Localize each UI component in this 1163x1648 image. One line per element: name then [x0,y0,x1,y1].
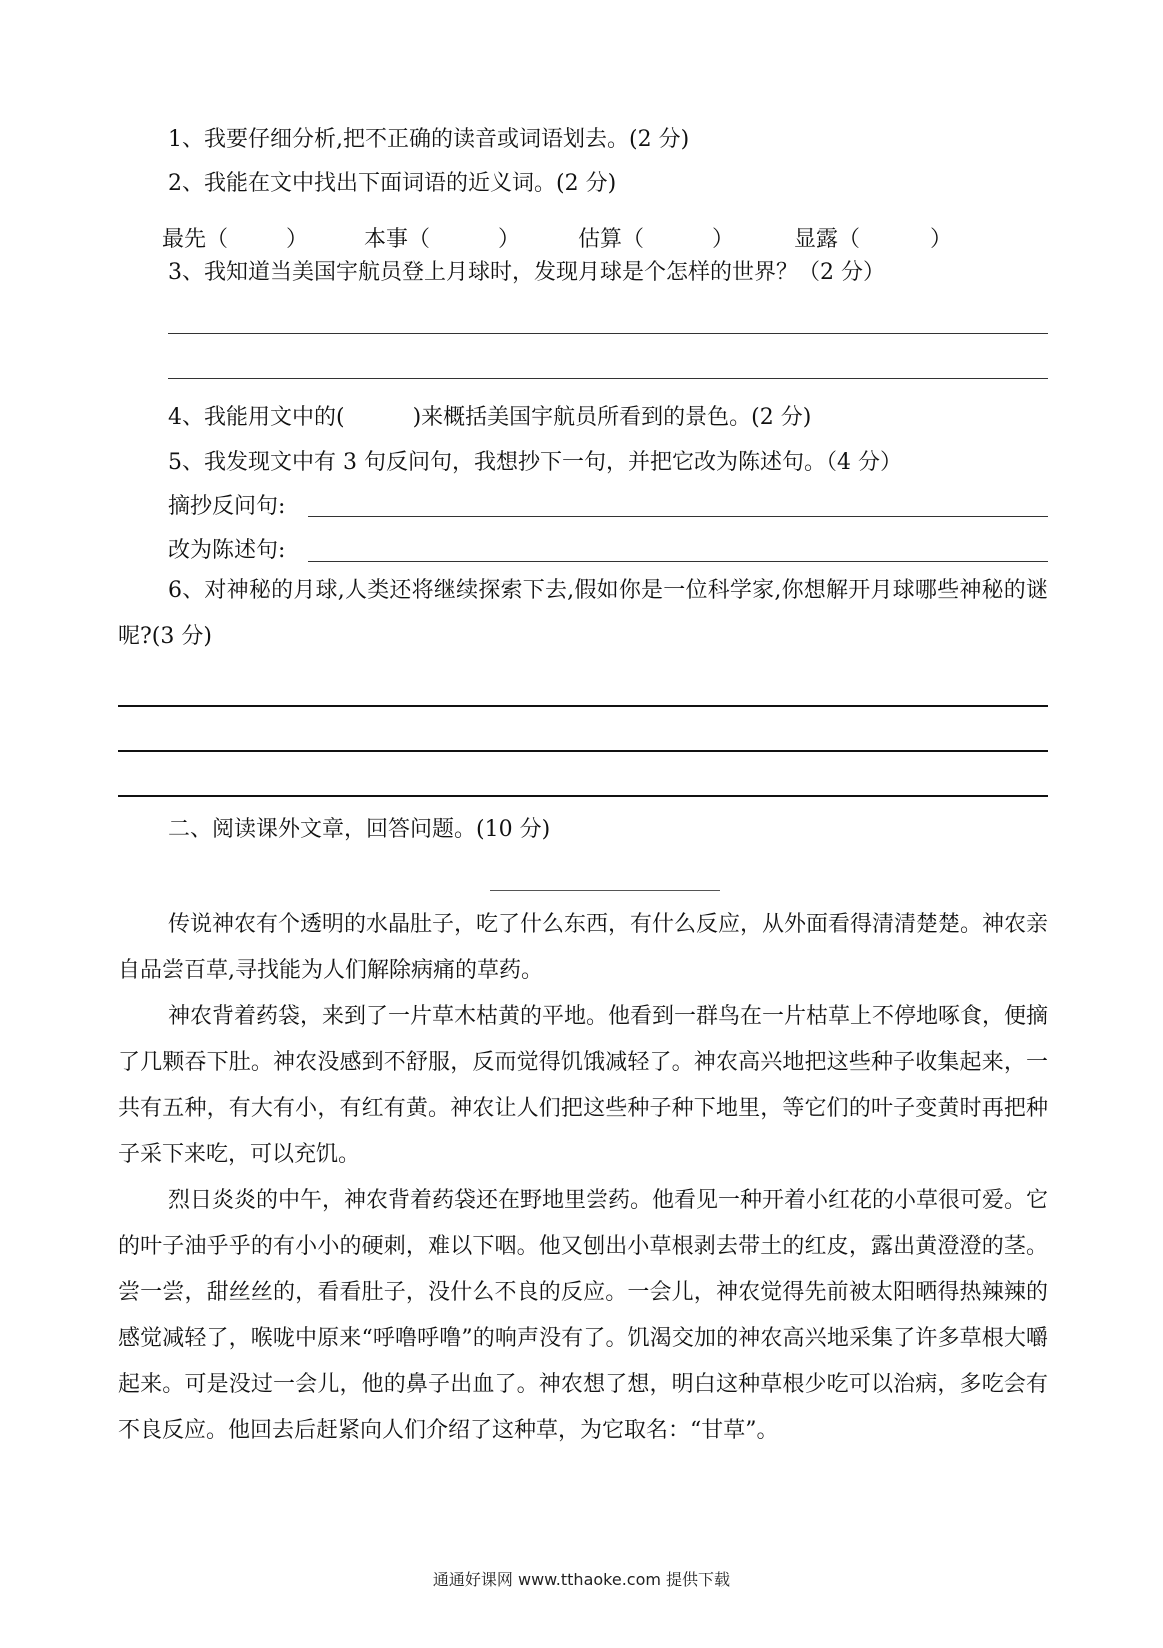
synonym-item: 本事（ ） [364,227,521,252]
answer-line [168,333,1048,334]
article-paragraph: 神农背着药袋，来到了一片草木枯黄的平地。他看到一群鸟在一片枯草上不停地啄食，便摘了几颗吞下肚。神农没感到不舒服，反而觉得饥饿减轻了。神农高兴地把这些种子收集起来，一共有五种，有大有小，有红有黄。神农让人们把这些种子种下地里，等它们的叶子变黄时再把种子采下来吃，可以充饥。 [118,1004,1049,1167]
answer-line [118,750,1048,752]
copy-answer-line [308,516,1048,517]
statement-answer-line [308,561,1048,562]
page-footer: 通通好课网 www.tthaoke.com 提供下载 [432,1570,731,1589]
synonym-row [162,222,1048,254]
article-title-blank [490,890,720,891]
answer-line [168,378,1048,379]
answer-line [118,705,1048,707]
question-4: 4、我能用文中的( )来概括美国宇航员所看到的景色。(2 分) [168,405,812,430]
question-1: 1、我要仔细分析,把不正确的读音或词语划去。(2 分) [168,127,690,152]
answer-line [118,795,1048,797]
copy-question-label: 摘抄反问句: [168,494,286,519]
statement-label: 改为陈述句: [168,538,286,563]
question-3: 3、我知道当美国宇航员登上月球时，发现月球是个怎样的世界？（2 分） [168,260,885,285]
article-paragraph: 传说神农有个透明的水晶肚子，吃了什么东西，有什么反应，从外面看得清清楚楚。神农亲自品尝百草,寻找能为人们解除病痛的草药。 [118,912,1049,983]
question-5: 5、我发现文中有 3 句反问句，我想抄下一句，并把它改为陈述句。（4 分） [168,450,902,475]
synonym-item: 估算（ ） [578,227,735,252]
article-paragraph: 烈日炎炎的中午，神农背着药袋还在野地里尝药。他看见一种开着小红花的小草很可爱。它的叶子油乎乎的有小小的硬刺，难以下咽。他又刨出小草根剥去带土的红皮，露出黄澄澄的茎。尝一尝，甜丝丝的，看看肚子，没什么不良的反应。一会儿，神农觉得先前被太阳晒得热辣辣的感觉减轻了，喉咙中原来“呼噜呼噜”的响声没有了。饥渴交加的神农高兴地采集了许多草根大嚼起来。可是没过一会儿，他的鼻子出血了。神农想了想，明白这种草根少吃可以治病，多吃会有不良反应。他回去后赶紧向人们介绍了这种草，为它取名：“甘草”。 [118,1188,1049,1443]
question-6: 6、对神秘的月球,人类还将继续探索下去,假如你是一位科学家,你想解开月球哪些神秘的谜呢?(3 分) [118,578,1048,649]
question-2: 2、我能在文中找出下面词语的近义词。(2 分) [168,171,617,196]
synonym-item: 最先（ ） [162,227,309,252]
synonym-item: 显露（ ） [794,227,953,252]
section-2-heading: 二、阅读课外文章，回答问题。(10 分) [168,817,551,842]
